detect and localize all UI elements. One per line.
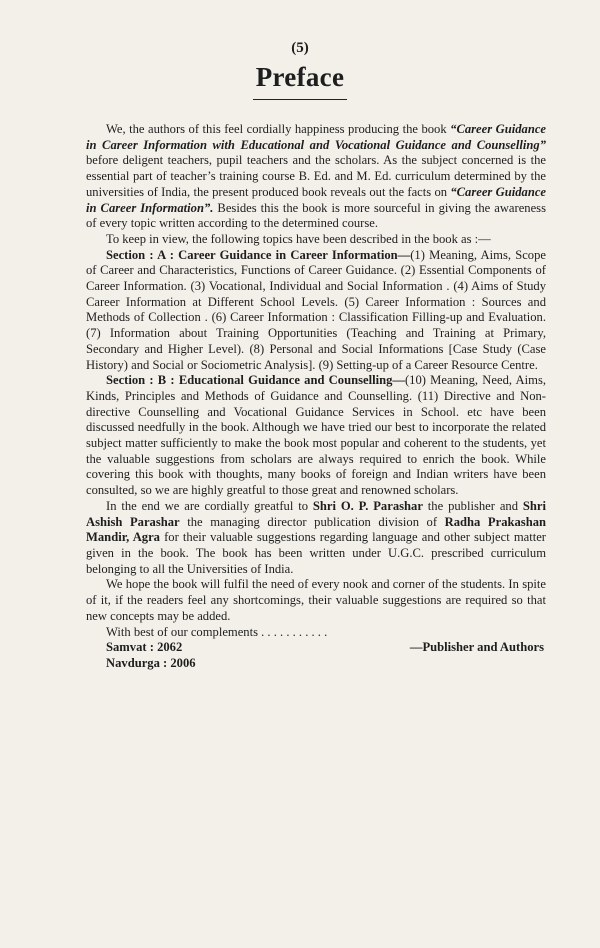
thanks-text-2: the publisher and <box>422 498 523 513</box>
section-b-heading: Section : B : Educational Guidance and Counselling— <box>106 373 405 388</box>
section-a-text: (1) Meaning, Aims, Scope of Career and Characteristics, Functions of Career Guidance. (2) Essential Components of Career Information. (3) Vocational, Individual and Social Information . (4) Aims of Study Career Information at Different School Levels. (5) Career Information : Sources and Methods of Collection . (6) Career Information : Classification Filling-up and Evaluation. (7) Information about Training Opportunities (Teaching and Training at Primary, Secondary and Higher Level). (8) Personal and Social Informations [Case Study (Case History) and Social or Sociometric Analysis]. (9) Setting-up of a Career Resource Centre. <box>86 247 546 372</box>
title-underline <box>253 99 347 100</box>
hope-paragraph: We hope the book will fulfil the need of every nook and corner of the students. In spite of it, if the readers feel any shortcomings, their valuable suggestions are required so that new concepts may be added. <box>86 577 546 623</box>
intro-text-1: We, the authors of this feel cordially happiness producing the book <box>106 122 451 136</box>
closing-line: With best of our complements . . . . . . . . . . . <box>106 624 328 639</box>
signature-row <box>86 640 546 656</box>
intro-paragraph <box>86 122 546 232</box>
publisher-org: Radha Prakashan Mandir, Agra <box>86 514 546 545</box>
navdurga-date: Navdurga : 2006 <box>106 655 196 670</box>
book-title-short: “Career Guidance in Career Information”. <box>86 184 546 215</box>
intro-text-2: before deligent teachers, pupil teachers and the scholars. As the subject concerned is the essential part of teacher’s training course B. Ed. and M. Ed. curriculum determined by the universities of India, the present produced book reveals out the facts on <box>86 153 546 199</box>
topics-intro: To keep in view, the following topics have been described in the book as :— <box>106 231 491 246</box>
intro-text-3: Besides this the book is more sourceful in giving the awareness of every topic written according to the determined course. <box>86 200 546 231</box>
thanks-text-3: the managing director publication division of <box>179 514 445 529</box>
director-name: Shri Ashish Parashar <box>86 498 546 529</box>
thanks-text-4: for their valuable suggestions regarding language and other subject matter given in the book. The book has been written under U.G.C. prescribed curriculum belonging to all the Universities of India. <box>86 530 546 576</box>
section-a-paragraph <box>86 248 546 374</box>
book-title: “Career Guidance in Career Information with Educational and Vocational Guidance and Counselling” <box>86 122 547 152</box>
page-number: (5) <box>291 40 309 56</box>
section-a-heading: Section : A : Career Guidance in Career Information— <box>106 247 411 262</box>
thanks-paragraph <box>86 499 546 578</box>
publisher-name: Shri O. P. Parashar <box>312 498 423 513</box>
section-b-text: (10) Meaning, Need, Aims, Kinds, Principles and Methods of Guidance and Counselling. (11) Directive and Non-directive Counselling and Vocational Guidance Services in School. etc have been discussed needfully in the book. Although we have tried our best to incorporate the related subject matter sufficiently to make the book most popular and coherent to the students, yet the valuable suggestions from scholars are always required to enrich the book. While covering this book with thoughts, many books of foreign and Indian writers have been consulted, so we are highly greatful to those great and renowned scholars. <box>86 373 546 498</box>
samvat-date: Samvat : 2062 <box>106 640 183 655</box>
thanks-text-1: In the end we are cordially greatful to <box>106 498 313 513</box>
section-b-paragraph <box>86 373 546 499</box>
page-title: Preface <box>255 62 345 92</box>
preface-body <box>86 122 546 672</box>
signature: —Publisher and Authors <box>409 640 544 655</box>
